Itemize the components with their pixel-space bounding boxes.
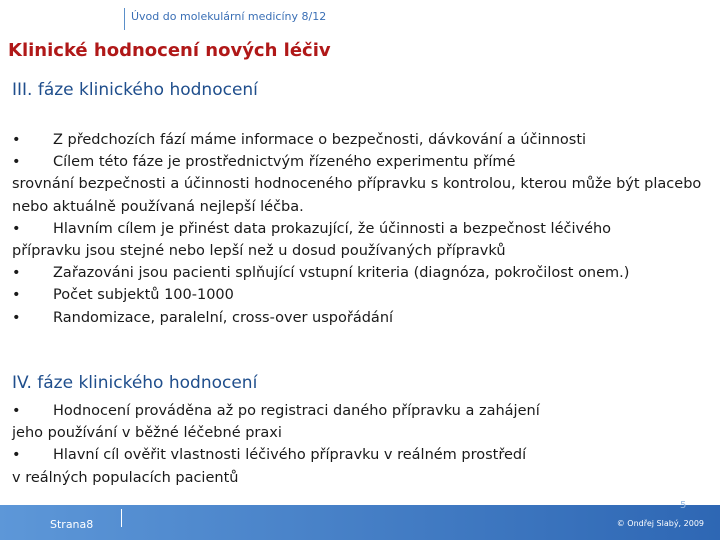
bullet-icon: • — [12, 154, 21, 171]
list-item-continuation: v reálných populacích pacientů — [12, 469, 239, 486]
list-item-text: Počet subjektů 100-1000 — [53, 287, 234, 304]
list-item — [12, 218, 716, 240]
course-title: Úvod do molekulární medicíny 8/12 — [131, 10, 327, 23]
list-item-continuation: přípravku jsou stejné nebo lepší než u dosud používaných přípravků — [12, 243, 506, 260]
bullet-icon: • — [12, 287, 21, 304]
list-item-continuation: srovnání bezpečnosti a účinnosti hodnoceného přípravku s kontrolou, kterou může být placebo nebo aktuálně používaná nejlepší léčba. — [12, 176, 702, 215]
phase3-list — [12, 129, 716, 329]
header-divider — [124, 8, 125, 30]
list-item — [12, 284, 716, 306]
list-item-text: Cílem této fáze je prostřednictvým řízeného experimentu přímé — [53, 154, 516, 171]
list-item — [12, 151, 716, 173]
footer-bar — [0, 505, 720, 540]
bullet-icon: • — [12, 309, 21, 326]
footer-slide-label: Strana8 — [50, 518, 94, 531]
phase4-heading: IV. fáze klinického hodnocení — [12, 373, 258, 393]
list-item-text: Hodnocení prováděna až po registraci daného přípravku a zahájení — [53, 403, 540, 419]
bullet-icon: • — [12, 447, 21, 464]
copyright-text: © Ondřej Slabý, 2009 — [616, 519, 704, 528]
phase3-heading: III. fáze klinického hodnocení — [12, 80, 258, 100]
list-item — [12, 400, 716, 422]
phase4-list — [12, 400, 716, 489]
list-item-text: Hlavní cíl ověřit vlastnosti léčivého přípravku v reálném prostředí — [53, 447, 527, 464]
list-item-text: Zařazováni jsou pacienti splňující vstupní kriteria (diagnóza, pokročilost onem.) — [53, 265, 630, 282]
bullet-icon: • — [12, 403, 21, 419]
bullet-icon: • — [12, 265, 21, 282]
list-item — [12, 307, 716, 329]
list-item — [12, 262, 716, 284]
list-item — [12, 444, 716, 466]
bullet-icon: • — [12, 220, 21, 237]
page-number: 5 — [680, 500, 687, 511]
list-item-text: Z předchozích fází máme informace o bezpečnosti, dávkování a účinnosti — [53, 132, 587, 148]
slide-title: Klinické hodnocení nových léčiv — [8, 40, 331, 61]
list-item-text: Hlavním cílem je přinést data prokazující, že účinnosti a bezpečnost léčivého — [53, 220, 612, 237]
bullet-icon: • — [12, 132, 21, 148]
list-item-continuation: jeho používání v běžné léčebné praxi — [12, 425, 282, 442]
list-item — [12, 129, 716, 151]
list-item-text: Randomizace, paralelní, cross-over uspořádání — [53, 309, 394, 326]
footer-divider — [121, 509, 122, 527]
